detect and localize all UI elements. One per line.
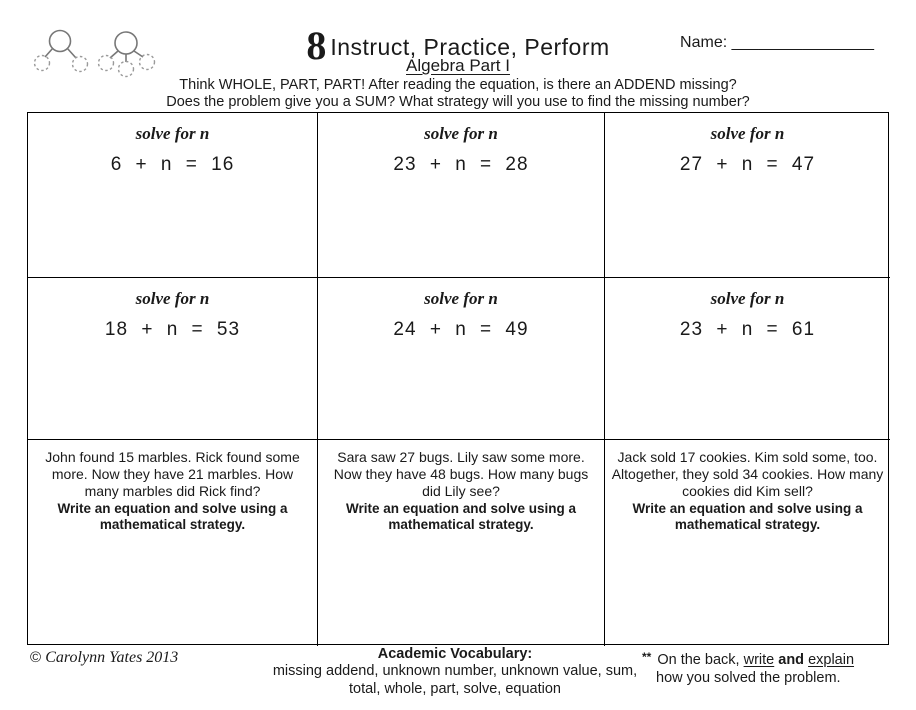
copyright-symbol: © [30,649,42,666]
vocabulary-line-1: missing addend, unknown number, unknown value, sum, [272,663,638,679]
equation-problem-4 [28,278,318,440]
solve-for-n-label: solve for n [424,124,498,143]
instruction-line-2: Does the problem give you a SUM? What strategy will you use to find the missing number? [166,94,750,110]
vocabulary-line-2: total, whole, part, solve, equation [349,681,561,697]
equation-problem-1 [28,113,318,278]
word-problem-instruction: Write an equation and solve using a mathematical strategy. [632,501,863,532]
equation-text: 23 + n = 61 [679,319,816,340]
lesson-number: 8 [306,23,327,68]
back-of-page-note [642,648,900,687]
copyright-notice [30,649,178,667]
copyright-author: Carolynn Yates 2013 [45,649,179,666]
equation-problem-3 [605,113,890,278]
name-field [680,34,874,52]
page-title-text: Instruct, Practice, Perform [330,34,610,60]
equation-text: 6 + n = 16 [110,154,235,175]
word-problem-instruction: Write an equation and solve using a mathematical strategy. [57,501,288,532]
equation-problem-6 [605,278,890,440]
equation-text: 23 + n = 28 [393,154,529,175]
solve-for-n-label: solve for n [710,289,785,308]
word-problem-story: Jack sold 17 cookies. Kim sold some, too. Altogether, they sold 34 cookies. How many cookies did Kim sell? [611,449,884,499]
instruction-line-1: Think WHOLE, PART, PART! After reading the equation, is there an ADDEND missing? [179,77,737,93]
equation-text: 18 + n = 53 [104,319,241,340]
word-problem-3 [605,440,890,646]
solve-for-n-label: solve for n [710,124,785,143]
solve-for-n-label: solve for n [424,289,498,308]
solve-for-n-label: solve for n [135,289,210,308]
word-problem-instruction: Write an equation and solve using a mathematical strategy. [345,501,577,532]
equation-problem-5 [318,278,605,440]
vocabulary-title: Academic Vocabulary: [377,646,533,662]
word-problem-story: Sara saw 27 bugs. Lily saw some more. Now they have 48 bugs. How many bugs did Lily see? [333,449,589,499]
academic-vocabulary-block [240,646,670,698]
note-write-word: write [743,652,775,668]
equation-text: 24 + n = 49 [393,319,529,340]
name-blank-line: ________________ [731,34,874,51]
back-note-line-2: how you solved the problem. [656,670,841,686]
note-explain-word: explain [808,652,855,668]
name-label: Name: [680,34,728,51]
word-problem-1 [28,440,318,646]
note-and-word: and [778,652,805,668]
note-prefix: On the back, [657,652,740,668]
problem-grid [27,112,889,645]
back-note-line-1 [642,648,900,669]
asterisks: ** [642,650,652,664]
equation-problem-2 [318,113,605,278]
solve-for-n-label: solve for n [135,124,210,143]
word-problem-2 [318,440,605,646]
worksheet-subtitle: Algebra Part I [406,56,510,75]
equation-text: 27 + n = 47 [679,154,816,175]
word-problem-story: John found 15 marbles. Rick found some more. Now they have 21 marbles. How many marbles did Rick find? [45,449,300,499]
